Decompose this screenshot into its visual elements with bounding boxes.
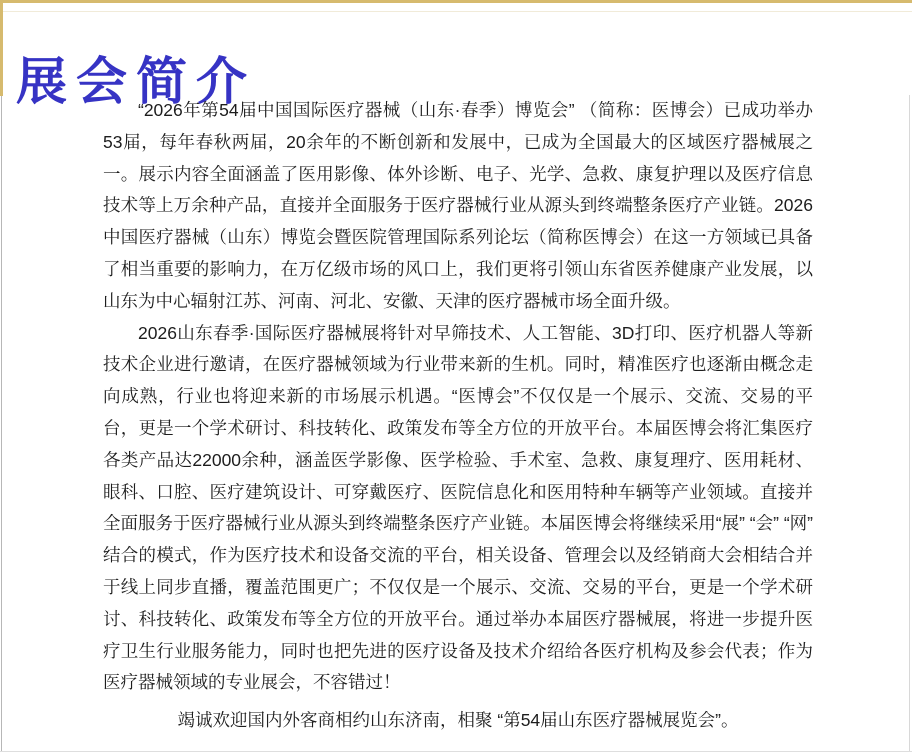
intro-paragraph-2: 2026山东春季·国际医疗器械展将针对早筛技术、人工智能、3D打印、医疗机器人等新技术企业进行邀请，在医疗器械领域为行业带来新的生机。同时，精准医疗也逐渐由概念走向成熟，行业也将迎来新的市场展示机遇。“医博会”不仅仅是一个展示、交流、交易的平台，更是一个学术研讨、科技转化、政策发布等全方位的开放平台。本届医博会将汇集医疗各类产品达22000余种，涵盖医学影像、医学检验、手术室、急救、康复理疗、医用耗材、眼科、口腔、医疗建筑设计、可穿戴医疗、医院信息化和医用特种车辆等产业领域。直接并全面服务于医疗器械行业从源头到终端整条医疗产业链。本届医博会将继续采用“展” “会” “网” 结合的模式，作为医疗技术和设备交流的平台，相关设备、管理会以及经销商大会相结合并于线上同步直播，覆盖范围更广；不仅仅是一个展示、交流、交易的平台，更是一个学术研讨、科技转化、政策发布等全方位的开放平台。通过举办本届医疗器械展，将进一步提升医疗卫生行业服务能力，同时也把先进的医疗设备及技术介绍给各医疗机构及参会代表；作为医疗器械领域的专业展会，不容错过！ — [103, 322, 813, 693]
intro-text-block — [103, 95, 813, 699]
right-border-gray-line — [909, 95, 910, 752]
intro-paragraph-1: “2026年第54届中国国际医疗器械（山东·春季）博览会” （简称：医博会）已成功举办53届，每年春秋两届，20余年的不断创新和发展中，已成为全国最大的区域医疗器械展之一。展示内容全面涵盖了医用影像、体外诊断、电子、光学、急救、康复护理以及医疗信息技术等上万余种产品，直接并全面服务于医疗器械行业从源头到终端整条医疗产业链。2026中国医疗器械（山东）博览会暨医院管理国际系列论坛（简称医博会）在这一方领域已具备了相当重要的影响力，在万亿级市场的风口上，我们更将引领山东省医养健康产业发展，以山东为中心辐射江苏、河南、河北、安徽、天津的医疗器械市场全面升级。 — [103, 100, 813, 311]
top-border-faint-line — [0, 11, 912, 12]
closing-invitation-line: 竭诚欢迎国内外客商相约山东济南，相聚 “第54届山东医疗器械展览会”。 — [177, 710, 739, 730]
top-border-gold-line — [0, 0, 912, 3]
left-border-gray-line — [1, 96, 2, 752]
page-title: 展会简介 — [16, 52, 257, 113]
left-border-gold-line — [0, 0, 3, 96]
